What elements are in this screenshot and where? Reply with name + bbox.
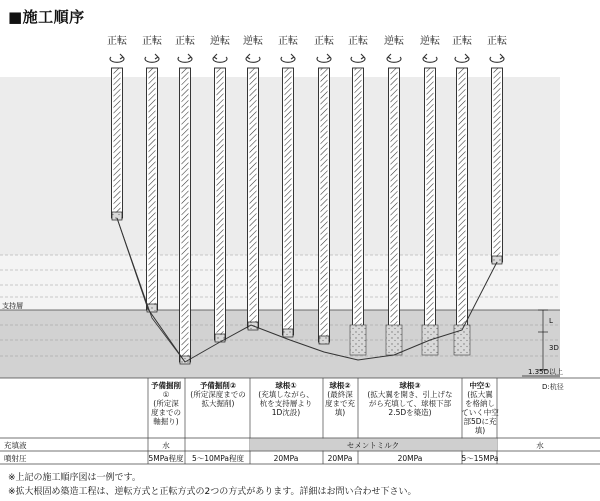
pressure-value: 20MPa	[273, 454, 299, 463]
step-text: 填)	[474, 426, 486, 435]
note-1: ※上記の施工順序図は一例です。	[8, 473, 141, 483]
step-text: を格納し	[465, 399, 495, 408]
step-text: (充填しながら、	[258, 390, 314, 399]
step-text: (拡大翼を開き、引上げな	[367, 390, 453, 399]
pressure-value: 20MPa	[327, 454, 353, 463]
step-text: 予備掘削②	[199, 381, 237, 390]
note-2: ※拡大根固め築造工程は、逆転方式と正転方式の2つの方式があります。詳細はお問い合わせ下さい。	[8, 487, 417, 497]
step-text: 球根①	[275, 381, 297, 390]
base-bulb	[386, 325, 402, 355]
dimension-label-3d: 3D	[549, 344, 559, 352]
pile	[248, 68, 259, 330]
step-descriptions	[151, 380, 499, 435]
step-text: 球根②	[329, 381, 351, 390]
rotation-arrow-icon	[145, 54, 159, 62]
dimension-label-d: D:杭径	[542, 383, 564, 391]
rotation-arrow-icon	[455, 54, 469, 62]
fill-value-cement: セメントミルク	[346, 441, 400, 450]
rotation-arrow-icon	[387, 54, 401, 62]
step-text: 度までの	[151, 408, 181, 417]
pressure-values	[148, 453, 498, 463]
page-title: ■施工順序	[8, 8, 85, 26]
pile	[147, 68, 158, 312]
fill-value-water-left: 水	[162, 441, 170, 450]
step-text: ①	[162, 390, 170, 399]
ground-upper-layer	[0, 77, 560, 255]
rotation-arrow-icon	[423, 54, 437, 62]
step-text: 軸掘り)	[153, 417, 179, 426]
pile	[180, 68, 191, 364]
step-text: (所定深度までの	[190, 390, 246, 399]
pile	[389, 68, 400, 354]
rotation-arrow-icon	[317, 54, 331, 62]
rotation-arrow-icon	[351, 54, 365, 62]
step-text: 填)	[334, 408, 346, 417]
pressure-value: 5〜10MPa程度	[191, 454, 245, 463]
pressure-value: 20MPa	[397, 454, 423, 463]
rotation-label: 逆転	[243, 36, 263, 47]
step-text: 中空①	[469, 381, 491, 390]
pressure-value: 5〜15MPa	[461, 454, 499, 463]
rotation-label: 正転	[175, 36, 195, 47]
pile	[215, 68, 226, 342]
rotation-label: 正転	[487, 36, 507, 47]
step-text: 度まで充	[325, 399, 355, 408]
rotation-arrow-icon	[490, 54, 504, 62]
rotation-arrow-icon	[178, 54, 192, 62]
rotation-label: 正転	[348, 36, 368, 47]
step-text: 部5Dに充	[463, 417, 497, 426]
row-label-pressure: 噴射圧	[4, 454, 27, 463]
step-text: 1D沈設)	[271, 408, 301, 417]
rotation-label: 逆転	[384, 36, 404, 47]
bearing-layer	[0, 310, 560, 378]
step-text: がら充填して、球根下部	[368, 399, 452, 408]
step-text: (所定深	[153, 399, 179, 408]
step-text: 予備掘削	[151, 381, 181, 390]
row-label-fill: 充填液	[4, 441, 27, 450]
pile	[353, 68, 364, 354]
step-text: (最終深	[327, 390, 353, 399]
pile	[283, 68, 294, 337]
rotation-arrow-icon	[246, 54, 260, 62]
base-bulb	[350, 325, 366, 355]
step-text: 拡大掘削)	[201, 399, 235, 408]
dimension-label-l: L	[549, 317, 553, 325]
fill-value-water-right: 水	[536, 441, 544, 450]
rotation-arrow-icon	[110, 54, 124, 62]
pressure-value: 5MPa程度	[148, 454, 184, 463]
step-text: 2.5Dを築造)	[388, 408, 432, 417]
pile	[492, 68, 503, 264]
pile	[319, 68, 330, 344]
rotation-label: 正転	[314, 36, 334, 47]
bearing-layer-label: 支持層	[2, 302, 23, 310]
rotation-label: 正転	[278, 36, 298, 47]
rotation-arrow-icon	[281, 54, 295, 62]
rotation-label: 正転	[452, 36, 472, 47]
rotation-arrows	[110, 54, 504, 62]
pile	[112, 68, 123, 220]
pile	[425, 68, 436, 347]
rotation-label: 逆転	[210, 36, 230, 47]
pile	[457, 68, 468, 342]
rotation-label: 正転	[107, 36, 127, 47]
step-text: 球根③	[399, 381, 421, 390]
step-text: ていく中空	[461, 408, 499, 417]
rotation-arrow-icon	[213, 54, 227, 62]
step-text: (拡大翼	[467, 390, 493, 399]
rotation-label: 逆転	[420, 36, 440, 47]
rotation-labels	[107, 34, 507, 47]
step-text: 杭を支持層より	[259, 399, 313, 408]
rotation-label: 正転	[142, 36, 162, 47]
dimension-label-135d: 1.35D以上	[528, 368, 563, 376]
